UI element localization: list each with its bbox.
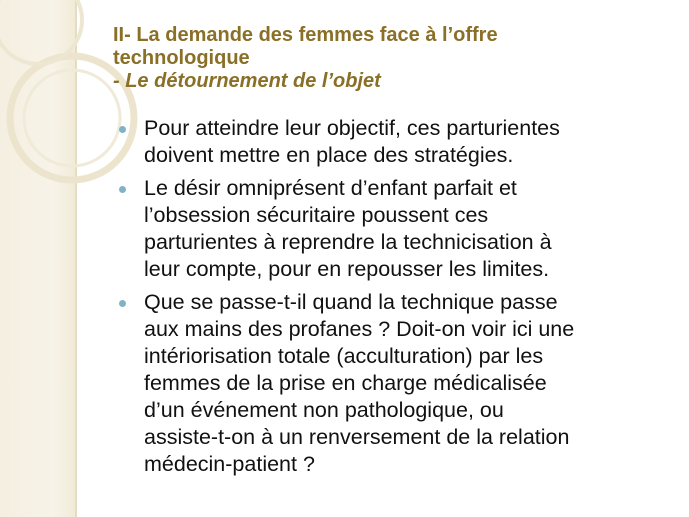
bullet-line: intériorisation totale (acculturation) par les (144, 344, 544, 368)
bullet-line: Que se passe-t-il quand la technique passe (144, 290, 558, 314)
title-subtitle: - Le détournement de l’objet (113, 70, 381, 92)
bullet-item-2 (119, 175, 679, 283)
bullet-dot-icon (119, 300, 126, 307)
bullet-line: femmes de la prise en charge médicalisée (144, 371, 547, 395)
bullet-line: aux mains des profanes ? Doit-on voir ici une (144, 317, 575, 341)
title-line-2: technologique (113, 47, 250, 69)
slide-title (113, 24, 673, 93)
bullet-line: Pour atteindre leur objectif, ces parturientes (144, 116, 560, 140)
bullet-item-1 (119, 115, 679, 169)
bullet-line: Le désir omniprésent d’enfant parfait et (144, 176, 517, 200)
bullet-line: leur compte, pour en repousser les limites. (144, 257, 550, 281)
bullet-line: d’un événement non pathologique, ou (144, 398, 504, 422)
bullet-item-3 (119, 289, 679, 478)
title-line-1: II- La demande des femmes face à l’offre (113, 24, 498, 46)
bullet-line: doivent mettre en place des stratégies. (144, 143, 514, 167)
bullet-line: parturientes à reprendre la technicisation à (144, 230, 552, 254)
bullet-dot-icon (119, 126, 126, 133)
bullet-list (119, 115, 679, 484)
bullet-dot-icon (119, 186, 126, 193)
bullet-line: assiste-t-on à un renversement de la relation (144, 425, 570, 449)
bullet-line: l’obsession sécuritaire poussent ces (144, 203, 489, 227)
bullet-line: médecin-patient ? (144, 452, 315, 476)
